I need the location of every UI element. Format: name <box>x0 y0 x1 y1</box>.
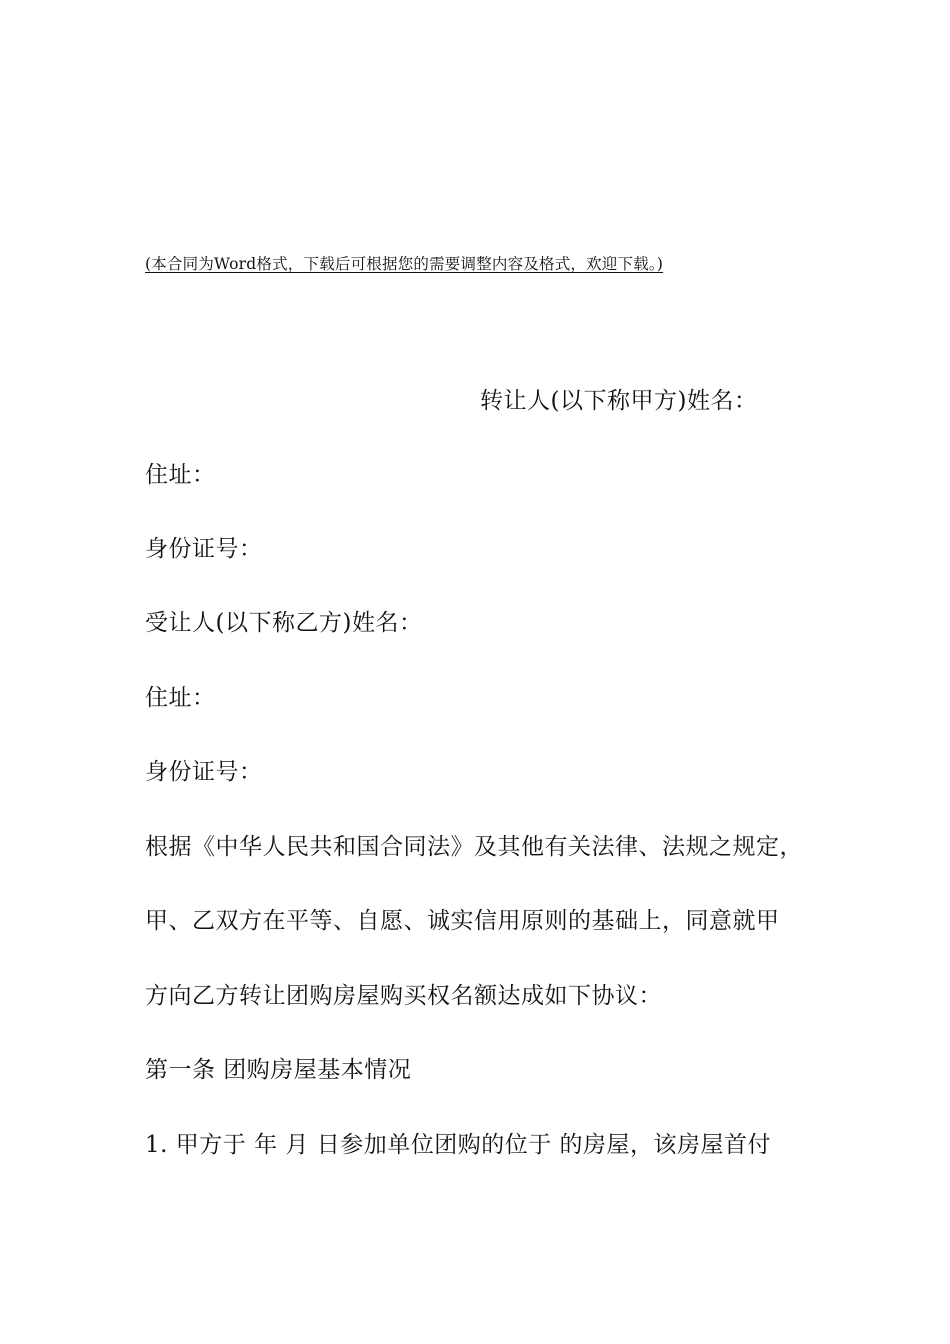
transferee-name-line: 受让人(以下称乙方)姓名： <box>145 610 423 636</box>
transferee-address-line: 住址： <box>145 685 216 711</box>
body-paragraph-line-3: 方向乙方转让团购房屋购买权名额达成如下协议： <box>145 983 662 1009</box>
article-heading: 第一条 团购房屋基本情况 <box>145 1057 412 1083</box>
clause-1-line: 1. 甲方于 年 月 日参加单位团购的位于 的房屋，该房屋首付 <box>145 1132 771 1158</box>
body-paragraph-line-2: 甲、乙双方在平等、自愿、诚实信用原则的基础上，同意就甲 <box>145 908 780 934</box>
format-note: (本合同为Word格式，下载后可根据您的需要调整内容及格式，欢迎下载。) <box>145 255 664 273</box>
body-paragraph-line-1: 根据《中华人民共和国合同法》及其他有关法律、法规之规定， <box>145 834 803 860</box>
transferor-address-line: 住址： <box>145 462 216 488</box>
transferor-name-line: 转让人(以下称甲方)姓名： <box>480 388 758 414</box>
transferee-id-line: 身份证号： <box>145 759 263 785</box>
transferor-id-line: 身份证号： <box>145 536 263 562</box>
